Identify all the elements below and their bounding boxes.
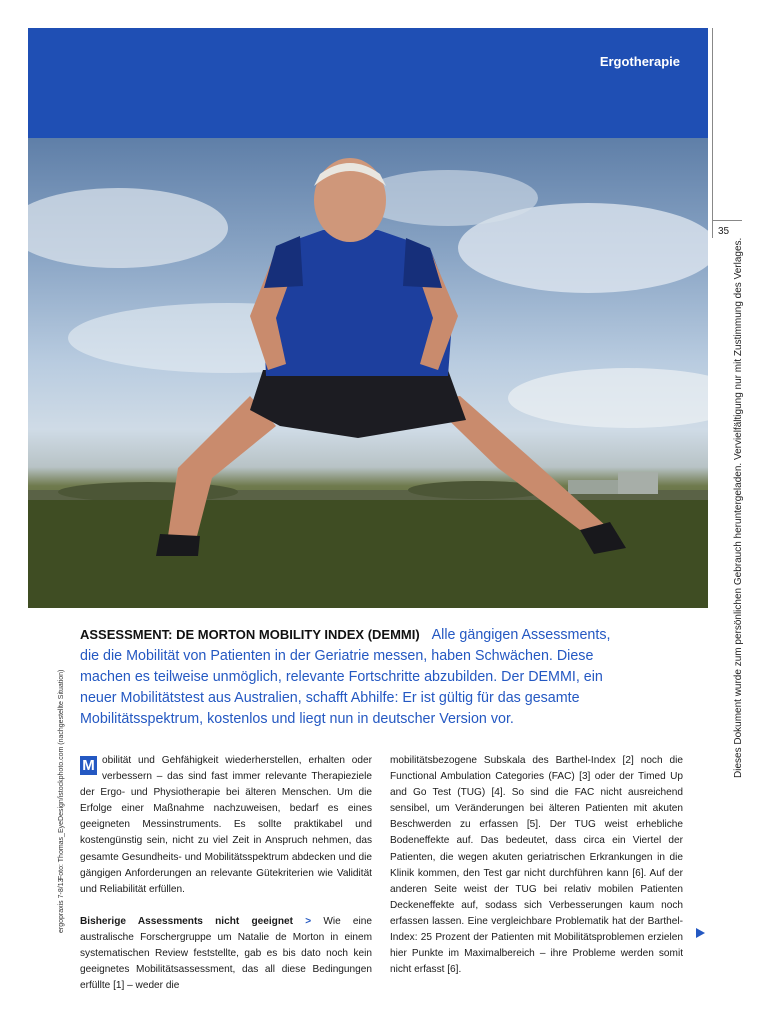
article-lead — [80, 624, 620, 730]
body-column-left — [80, 753, 372, 994]
journal-reference: ergopraxis 7-8/13 — [58, 878, 65, 933]
section-label: Ergotherapie — [599, 54, 680, 69]
copyright-note: Dieses Dokument wurde zum persönlichen Gebrauch heruntergeladen. Vervielfältigung nur mit Zustimmung des Verlages. — [733, 237, 744, 778]
hero-photo — [28, 138, 708, 608]
subheading-arrow-icon: > — [305, 915, 312, 927]
subheading: Bisherige Assessments nicht geeignet — [80, 915, 293, 927]
header-band — [28, 28, 708, 138]
lead-text: Alle gängigen Assessments, die die Mobilität von Patienten in der Geriatrie messen, haben Schwächen. Diese machen es teilweise unmöglich, relevante Fortschritte abzubilden. Der DEMMI, ein neuer Mobilitätstest aus Australien, schafft Abhilfe: Er ist gültig für das gesamte Mobilitätsspektrum, kostenlos und liegt nun in deutscher Version vor. — [80, 627, 611, 727]
sidebar-divider — [712, 28, 713, 238]
body-paragraph-2 — [80, 914, 372, 994]
drop-cap: M — [80, 756, 97, 775]
paragraph-1-text: obilität und Gehfähigkeit wiederherstellen, erhalten oder verbessern – das sind fast immer relevante Therapieziele der Ergo- und Physiotherapie bei älteren Menschen. Um die Erfolge einer Maßnahme nachzuweisen, bedarf es eines geeigneten Messinstruments. Es sollte praktikabel und kostengünstig sein, nicht zu viel Zeit in Anspruch nehmen, das gesamte Gesundheits- und Mobilitätsspektrum abdecken und die gängigen Anforderungen an relevante Gütekriterien wie Validität und Reliabilität erfüllen. — [80, 755, 372, 895]
paragraph-2-text: Wie eine australische Forschergruppe um Natalie de Morton in einem systematischen Review feststellte, gab es bis dato noch kein geeignetes Mobilitätsassessment, das all diese Bedingungen erfüllte [1] – weder die — [80, 915, 372, 992]
lead-kicker: ASSESSMENT: DE MORTON MOBILITY INDEX (DEMMI) — [80, 627, 420, 642]
photo-credit: Foto: Thomas_EyeDesign/istockphoto.com (nachgestellte Situation) — [58, 669, 65, 880]
body-column-right — [390, 753, 683, 978]
continue-arrow-icon — [696, 928, 705, 938]
body-paragraph-3: mobilitätsbezogene Subskala des Barthel-Index [2] noch die Functional Ambulation Categories (FAC) [3] oder der Timed Up and Go Test (TUG) [4]. So sind die FAC nicht ausreichend sensibel, um Veränderungen bei älteren Patienten mit akuten Beschwerden zu erfassen [5]. Der TUG weist erhebliche Bodeneffekte auf. Das bedeutet, dass circa ein Viertel der Patienten, die wegen akuten geriatrischen Erkrankungen in die Klinik kommen, den Test gar nicht durchführen kann [6]. Auf der anderen Seite weist der TUG bei relativ mobilen Patienten Deckeneffekte auf, sodass sich Verbesserungen kaum noch erfassen lassen. Eine vergleichbare Problematik hat der Barthel-Index: 25 Prozent der Patienten mit Mobilitätsproblemen erzielen hier Punkte im Maximalbereich – ihre Probleme werden somit nicht erfasst [6]. — [390, 755, 683, 976]
hero-photo-illustration — [28, 138, 708, 608]
page-number-rule — [712, 220, 742, 221]
body-paragraph-1 — [80, 753, 372, 898]
page-number: 35 — [718, 226, 730, 237]
